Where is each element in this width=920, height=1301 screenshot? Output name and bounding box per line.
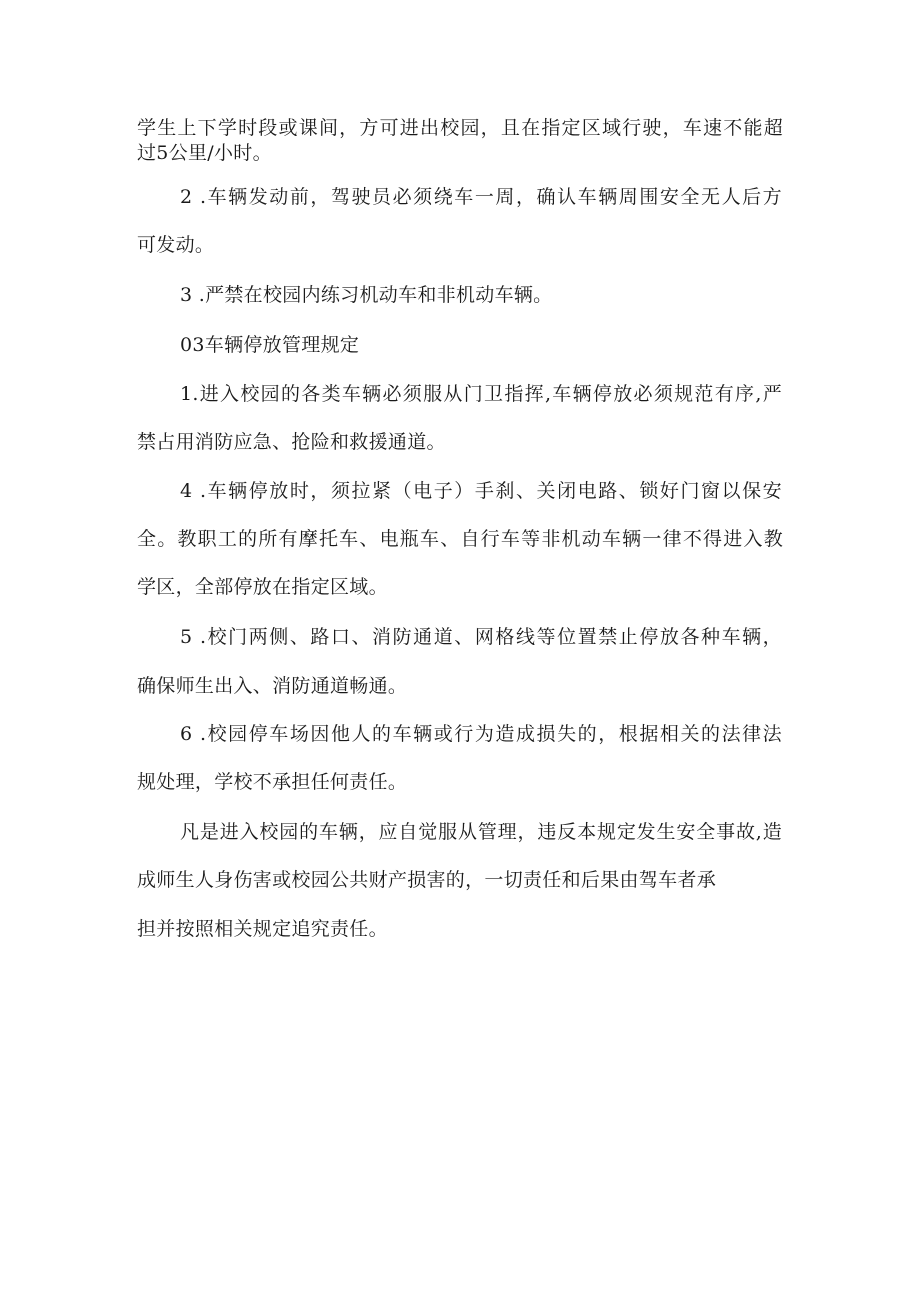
paragraph-line: 学生上下学时段或课间，方可进出校园，且在指定区域行驶，车速不能超 [137,117,783,139]
paragraph-line: 规处理，学校不承担任何责任。 [137,771,408,793]
list-item-6: 6 .校园停车场因他人的车辆或行为造成损失的，根据相关的法律法 [180,723,782,745]
paragraph-line: 可发动。 [137,234,215,256]
closing-paragraph-line: 成师生人身伤害或校园公共财产损害的，一切责任和后果由驾车者承 [137,869,717,891]
list-item-1: 1.进入校园的各类车辆必须服从门卫指挥,车辆停放必须规范有序,严 [180,383,782,405]
closing-paragraph-line: 担并按照相关规定追究责任。 [137,918,388,940]
paragraph-line: 禁占用消防应急、抢险和救援通道。 [137,431,446,453]
closing-paragraph-line: 凡是进入校园的车辆，应自觉服从管理，违反本规定发生安全事故,造 [180,821,782,843]
paragraph-line: 学区，全部停放在指定区域。 [137,576,388,598]
list-item-3: 3 .严禁在校园内练习机动车和非机动车辆。 [180,284,553,306]
list-item-4: 4 .车辆停放时，须拉紧（电子）手刹、关闭电路、锁好门窗以保安 [180,480,782,502]
paragraph-line: 确保师生出入、消防通道畅通。 [137,675,408,697]
list-item-2: 2 .车辆发动前，驾驶员必须绕车一周，确认车辆周围安全无人后方 [180,186,782,208]
paragraph-line: 过5公里/小时。 [137,142,272,164]
paragraph-line: 全。教职工的所有摩托车、电瓶车、自行车等非机动车辆一律不得进入教 [137,528,783,550]
section-heading: 03车辆停放管理规定 [180,334,360,356]
list-item-5: 5 .校门两侧、路口、消防通道、网格线等位置禁止停放各种车辆， [180,626,782,648]
